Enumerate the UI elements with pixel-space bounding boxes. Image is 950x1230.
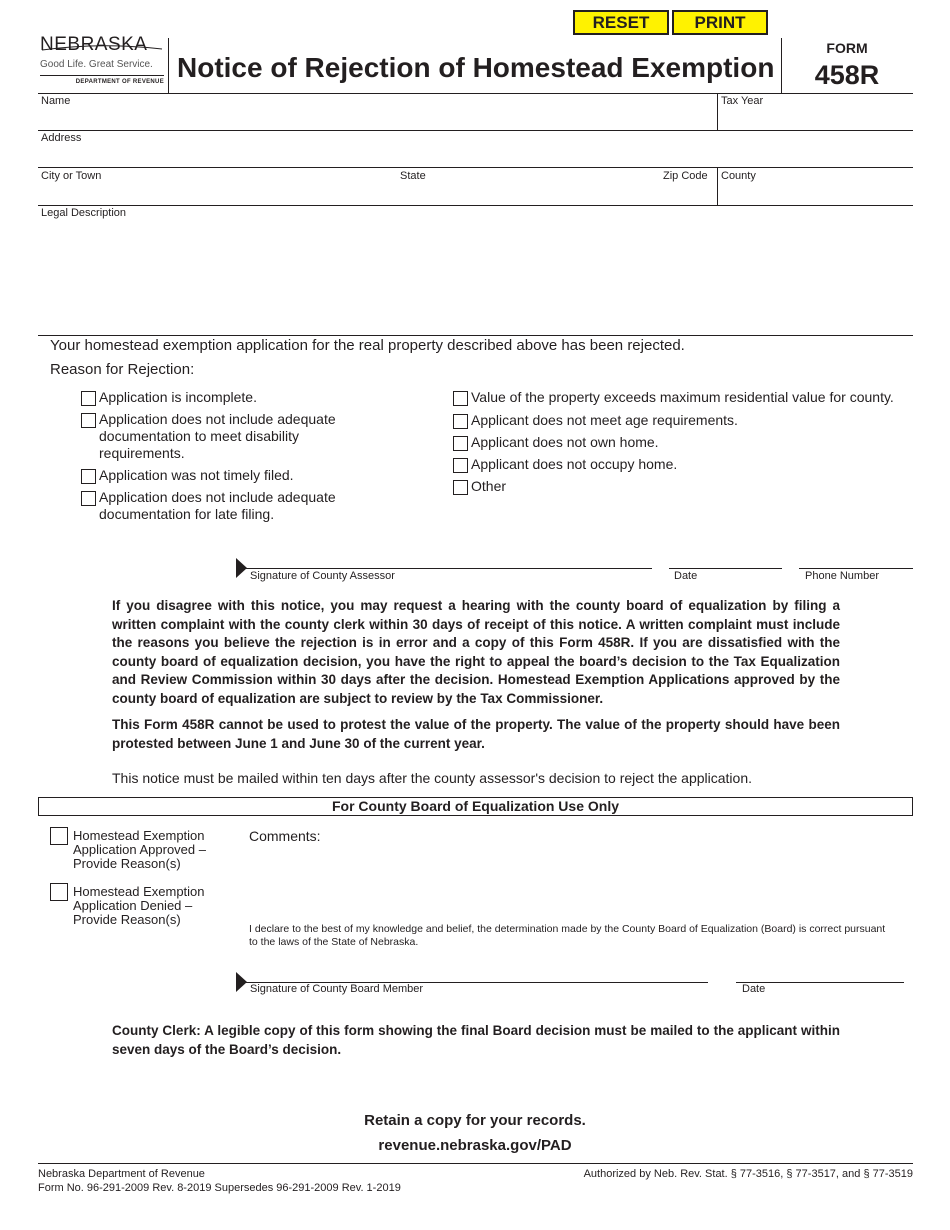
rejection-statement: Your homestead exemption application for the real property described above has been rejected. [50, 337, 685, 354]
reason-heading: Reason for Rejection: [50, 361, 195, 378]
reason-not-own-checkbox[interactable] [453, 436, 468, 451]
appeal-notice: If you disagree with this notice, you may request a hearing with the county board of equalization by filing a written complaint with the county clerk within 30 days of receipt of this notice. A written complaint must include the reasons you believe the rejection is in error and a copy of this Form 458R. If you are dissatisfied with the county board of equalization decision, you have the right to appeal the board’s decision to the Tax Equalization and Review Commission within 30 days after the decision. Homestead Exemption Applications approved by the county board of equalization are subject to review by the Tax Commissioner. [112, 598, 840, 706]
reason-disability-label: Application does not include adequate documentation to meet disability requirements. [99, 411, 336, 461]
logo-state: NEBRASKA [40, 34, 148, 55]
assessor-phone-line[interactable] [799, 568, 913, 569]
assessor-date-line[interactable] [669, 568, 782, 569]
comments-input[interactable] [249, 846, 909, 918]
footer-line [38, 1163, 913, 1164]
address-label: Address [41, 132, 82, 144]
reason-disability-checkbox[interactable] [81, 413, 96, 428]
assessor-signature-line[interactable] [246, 568, 652, 569]
legal-description-input[interactable] [41, 222, 909, 330]
logo-tagline: Good Life. Great Service. [40, 59, 153, 70]
mailing-notice: This notice must be mailed within ten days after the county assessor's decision to reject the application. [112, 770, 753, 786]
reason-late-filing-label: Application does not include adequate documentation for late filing. [99, 489, 336, 522]
reason-value-exceeds-label: Value of the property exceeds maximum residential value for county. [471, 389, 894, 405]
address-input[interactable] [41, 147, 909, 165]
name-input[interactable] [41, 110, 711, 128]
board-signature-label: Signature of County Board Member [250, 983, 424, 995]
board-approved-label: Homestead Exemption Application Approved – Provide Reason(s) [73, 828, 206, 871]
reset-button[interactable]: RESET [573, 10, 669, 35]
row-line-1 [38, 93, 913, 94]
county-input[interactable] [721, 184, 909, 202]
state-input[interactable] [400, 184, 650, 202]
city-label: City or Town [41, 170, 102, 182]
reason-not-occupy-checkbox[interactable] [453, 458, 468, 473]
reason-not-own-label: Applicant does not own home. [471, 434, 659, 450]
comments-label: Comments: [249, 828, 321, 844]
reason-late-filing-checkbox[interactable] [81, 491, 96, 506]
website-link[interactable]: revenue.nebraska.gov/PAD [378, 1137, 572, 1154]
city-input[interactable] [41, 184, 391, 202]
county-label: County [721, 170, 756, 182]
reason-not-timely-checkbox[interactable] [81, 469, 96, 484]
board-denied-label: Homestead Exemption Application Denied – Provide Reason(s) [73, 884, 205, 927]
row-line-4 [38, 205, 913, 206]
board-heading: For County Board of Equalization Use Only [38, 797, 913, 816]
reason-not-timely-label: Application was not timely filed. [99, 467, 294, 483]
reason-incomplete-label: Application is incomplete. [99, 389, 257, 405]
reason-not-occupy-label: Applicant does not occupy home. [471, 456, 678, 472]
page-title: Notice of Rejection of Homestead Exemption [177, 52, 775, 83]
logo-department: DEPARTMENT OF REVENUE [40, 75, 164, 85]
board-denied-checkbox[interactable] [50, 883, 68, 901]
logo-swoosh-icon [40, 44, 164, 52]
reason-other-checkbox[interactable] [453, 480, 468, 495]
form-number: 458R [814, 60, 880, 90]
row-line-3 [38, 167, 913, 168]
reason-other-label: Other [471, 478, 507, 494]
reason-age-checkbox[interactable] [453, 414, 468, 429]
reason-age-label: Applicant does not meet age requirements. [471, 412, 738, 428]
reason-incomplete-checkbox[interactable] [81, 391, 96, 406]
footer-agency: Nebraska Department of Revenue [38, 1168, 205, 1180]
row-line-5 [38, 335, 913, 336]
tax-year-input[interactable] [721, 110, 909, 128]
footer-form-info: Form No. 96-291-2009 Rev. 8-2019 Supersedes 96-291-2009 Rev. 1-2019 [38, 1182, 401, 1194]
row-line-2 [38, 130, 913, 131]
name-label: Name [41, 95, 71, 107]
board-declaration: I declare to the best of my knowledge and belief, the determination made by the County Board of Equalization (Board) is correct pursuant to the laws of the State of Nebraska. [249, 923, 886, 948]
county-divider [717, 167, 718, 205]
nebraska-logo [40, 34, 164, 85]
tax-year-divider [717, 93, 718, 131]
footer-authority: Authorized by Neb. Rev. Stat. § 77-3516, § 77-3517, and § 77-3519 [583, 1168, 913, 1180]
board-date-label: Date [742, 983, 766, 995]
logo-divider [168, 38, 169, 94]
zip-input[interactable] [660, 184, 714, 202]
assessor-date-label: Date [674, 570, 698, 582]
retain-notice: Retain a copy for your records. [364, 1112, 586, 1129]
zip-label: Zip Code [663, 170, 708, 182]
assessor-phone-label: Phone Number [805, 570, 879, 582]
board-approved-checkbox[interactable] [50, 827, 68, 845]
assessor-signature-label: Signature of County Assessor [250, 570, 395, 582]
protest-notice: This Form 458R cannot be used to protest the value of the property. The value of the property should have been protested between June 1 and June 30 of the current year. [112, 717, 840, 751]
form-label: FORM [826, 40, 868, 56]
clerk-notice: County Clerk: A legible copy of this form showing the final Board decision must be mailed to the applicant within seven days of the Board’s decision. [112, 1023, 840, 1057]
state-label: State [400, 170, 426, 182]
print-button[interactable]: PRINT [672, 10, 768, 35]
legal-description-label: Legal Description [41, 207, 126, 219]
reason-value-exceeds-checkbox[interactable] [453, 391, 468, 406]
tax-year-label: Tax Year [721, 95, 764, 107]
